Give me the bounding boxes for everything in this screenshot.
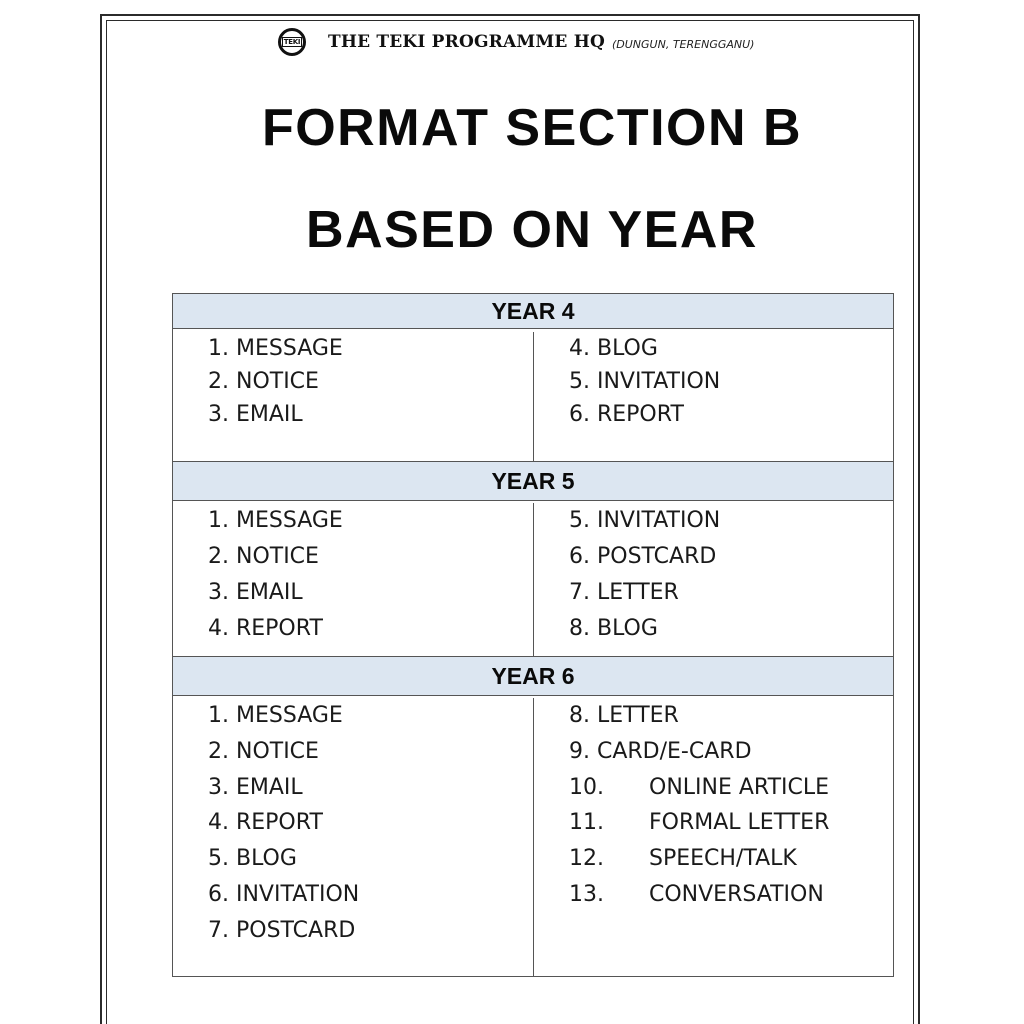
list-item-text: 9. CARD/E-CARD bbox=[569, 738, 752, 764]
right-column bbox=[534, 332, 893, 461]
list-item-text: 8. LETTER bbox=[569, 703, 679, 728]
list-item-number: 13. bbox=[569, 881, 604, 907]
right-column bbox=[534, 503, 893, 656]
list-item: 1. MESSAGE bbox=[208, 703, 343, 728]
document-header bbox=[278, 25, 754, 59]
list-item-text: CONVERSATION bbox=[649, 881, 824, 907]
list-item: 4. REPORT bbox=[208, 810, 323, 836]
list-item: 1. MESSAGE bbox=[208, 508, 343, 533]
page-title-line-1: FORMAT SECTION B bbox=[261, 99, 803, 157]
logo-text: TEKI bbox=[283, 38, 301, 46]
organization-location: (DUNGUN, TERENGGANU) bbox=[611, 37, 755, 51]
left-column bbox=[173, 698, 534, 976]
year-5-section bbox=[173, 461, 893, 656]
list-item: 6. POSTCARD bbox=[569, 544, 717, 569]
list-item bbox=[569, 770, 893, 806]
list-item bbox=[569, 805, 893, 841]
page-title-line-2: BASED ON YEAR bbox=[306, 201, 758, 259]
list-item: 5. INVITATION bbox=[569, 508, 721, 533]
year-heading: YEAR 4 bbox=[173, 294, 893, 329]
list-item: 4. BLOG bbox=[569, 336, 658, 361]
list-item bbox=[569, 698, 893, 734]
list-item: 3. EMAIL bbox=[208, 580, 303, 605]
list-item: 1. MESSAGE bbox=[208, 336, 343, 361]
list-item-number: 12. bbox=[569, 846, 604, 872]
list-item: 2. NOTICE bbox=[208, 369, 319, 394]
organization-name: THE TEKI PROGRAMME HQ bbox=[328, 32, 605, 52]
list-item: 3. EMAIL bbox=[208, 402, 303, 427]
left-column bbox=[173, 332, 534, 461]
format-table bbox=[172, 293, 894, 977]
teki-logo-icon bbox=[278, 28, 306, 56]
list-item: 6. REPORT bbox=[569, 402, 684, 427]
list-item: 5. INVITATION bbox=[569, 369, 721, 394]
year-items bbox=[173, 696, 893, 976]
year-items bbox=[173, 501, 893, 656]
list-item-text: FORMAL LETTER bbox=[649, 810, 830, 836]
list-item: 2. NOTICE bbox=[208, 544, 319, 569]
list-item-text: SPEECH/TALK bbox=[649, 846, 797, 872]
list-item: 3. EMAIL bbox=[208, 774, 303, 800]
list-item: 8. BLOG bbox=[569, 616, 658, 641]
list-item bbox=[569, 877, 893, 913]
year-4-section bbox=[173, 294, 893, 461]
list-item: 4. REPORT bbox=[208, 616, 323, 641]
list-item-number: 11. bbox=[569, 810, 604, 836]
list-item bbox=[569, 734, 893, 770]
list-item bbox=[569, 841, 893, 877]
year-items bbox=[173, 329, 893, 461]
list-item-text: ONLINE ARTICLE bbox=[649, 774, 830, 800]
list-item: 6. INVITATION bbox=[208, 881, 360, 907]
left-column bbox=[173, 503, 534, 656]
year-heading: YEAR 5 bbox=[173, 461, 893, 501]
list-item: 5. BLOG bbox=[208, 846, 297, 872]
list-item: 2. NOTICE bbox=[208, 738, 319, 764]
year-heading: YEAR 6 bbox=[173, 656, 893, 696]
list-item: 7. LETTER bbox=[569, 580, 679, 605]
right-column bbox=[534, 698, 893, 976]
list-item-number: 10. bbox=[569, 774, 604, 800]
year-6-section bbox=[173, 656, 893, 976]
list-item: 7. POSTCARD bbox=[208, 917, 356, 943]
